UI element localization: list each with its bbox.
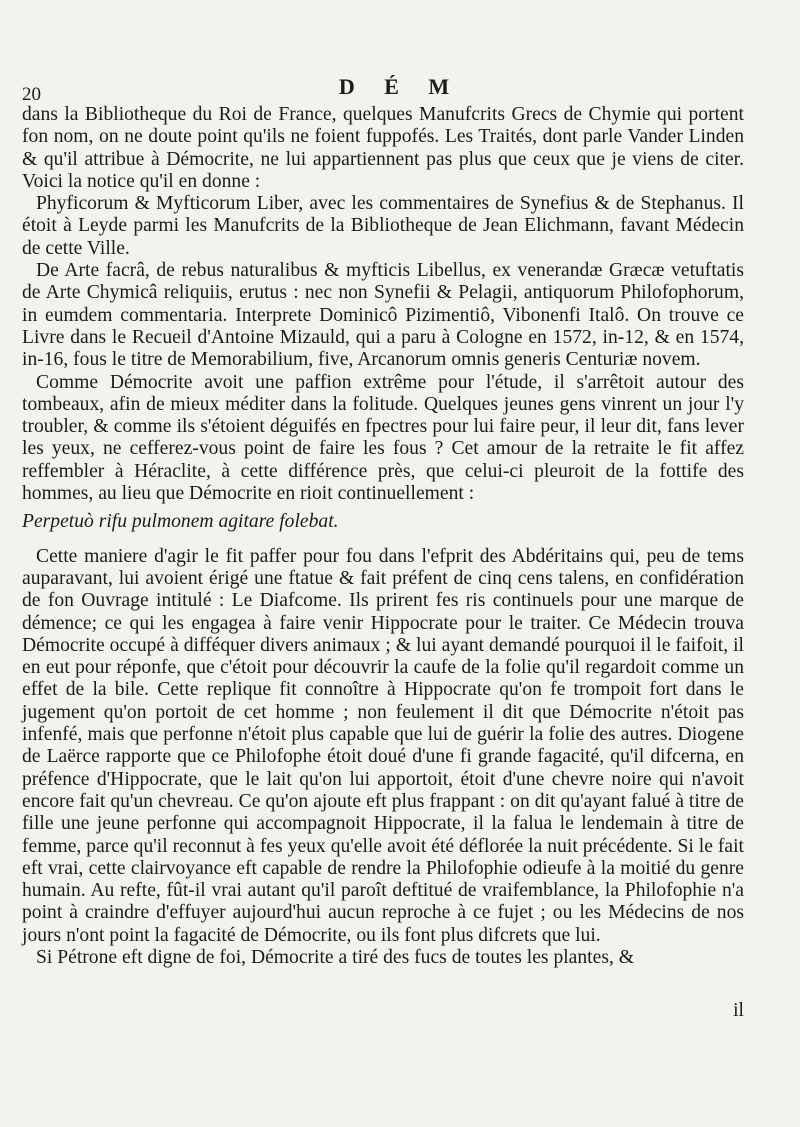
page-number: 20 <box>22 84 41 105</box>
paragraph: Cette maniere d'agir le fit paffer pour fou dans l'efprit des Abdéritains qui, peu de tems auparavant, lui avoient érigé une ftatue & fait préfent de cinq cens talens, en confidération de fon Ouvrage intitulé : Le Diafcome. Ils prirent fes ris continuels pour une marque de démence; ce qui les engagea à faire venir Hippocrate pour le traiter. Ce Médecin trouva Démocrite occupé à difféquer divers animaux ; & lui ayant demandé pourquoi il le faifoit, il en eut pour réponfe, que c'étoit pour découvrir la caufe de la folie qu'il regardoit comme un effet de la bile. Cette replique fit connoître à Hippocrate qu'on fe trompoit fort dans le jugement qu'on portoit de cet homme ; non feulement il dit que Démocrite n'étoit pas infenfé, mais que perfonne n'étoit plus capable que lui de guérir la folie des autres. Diogene de Laërce rapporte que ce Philofophe étoit doué d'une fi grande fagacité, qu'il difcerna, en préfence d'Hippocrate, que le lait qu'on lui apportoit, étoit d'une chevre noire qui n'avoit encore fait qu'un chevreau. Ce qu'on ajoute eft plus frappant : on dit qu'ayant falué à titre de fille une jeune perfonne qui accompagnoit Hippocrate, il la falua le lendemain à titre de femme, parce qu'il reconnut à fes yeux qu'elle avoit été déflorée la nuit précédente. Si le fait eft vrai, cette clairvoyance eft capable de rendre la Philofophie odieufe à la moitié du genre humain. Au refte, fût-il vrai autant qu'il paroît deftitué de vraifemblance, la Philofophie n'a point à craindre d'effuyer aujourd'hui aucun reproche à ce fujet ; ou les Médecins de nos jours n'ont point la fagacité de Démocrite, ou ils font plus difcrets que lui. <box>22 545 744 946</box>
running-head: D É M <box>338 74 462 99</box>
paragraph: dans la Bibliotheque du Roi de France, quelques Manufcrits Grecs de Chymie qui portent fon nom, on ne doute point qu'ils ne foient fuppofés. Les Traités, dont parle Vander Linden & qu'il attribue à Démocrite, ne lui appartiennent pas plus que ceux que je viens de citer. Voici la notice qu'il en donne : <box>22 104 744 192</box>
catchword: il <box>733 1000 744 1021</box>
latin-quote: Perpetuò rifu pulmonem agitare folebat. <box>22 511 339 533</box>
paragraph: De Arte facrâ, de rebus naturalibus & myfticis Libellus, ex venerandæ Græcæ vetuftatis de Arte Chymicâ reliquiis, erutus : nec non Synefii & Pelagii, antiquorum Philofophorum, in eumdem commentaria. Interprete Dominicô Pizimentiô, Vibonenfi Italô. On trouve ce Livre dans le Recueil d'Antoine Mizauld, qui a paru à Cologne en 1572, in-12, & en 1574, in-16, fous le titre de Memorabilium, five, Arcanorum omnis generis Centuriæ novem. <box>22 260 744 371</box>
paragraph: Phyficorum & Myfticorum Liber, avec les commentaires de Synefius & de Stephanus. Il étoit à Leyde parmi les Manufcrits de la Bibliotheque de Jean Elichmann, favant Médecin de cette Ville. <box>22 193 744 259</box>
page-body <box>22 104 744 969</box>
paragraph: Comme Démocrite avoit une paffion extrême pour l'étude, il s'arrêtoit autour des tombeaux, afin de mieux méditer dans la folitude. Quelques jeunes gens vinrent un jour l'y troubler, & comme ils s'étoient déguifés en fpectres pour lui faire peur, il leur dit, fans lever les yeux, ne cefferez-vous point de faire les fous ? Cet amour de la retraite le fit affez reffembler à Héraclite, à cette différence près, que celui-ci pleuroit de la fottife des hommes, au lieu que Démocrite en rioit continuellement : <box>22 371 744 505</box>
paragraph: Si Pétrone eft digne de foi, Démocrite a tiré des fucs de toutes les plantes, & <box>36 946 634 968</box>
